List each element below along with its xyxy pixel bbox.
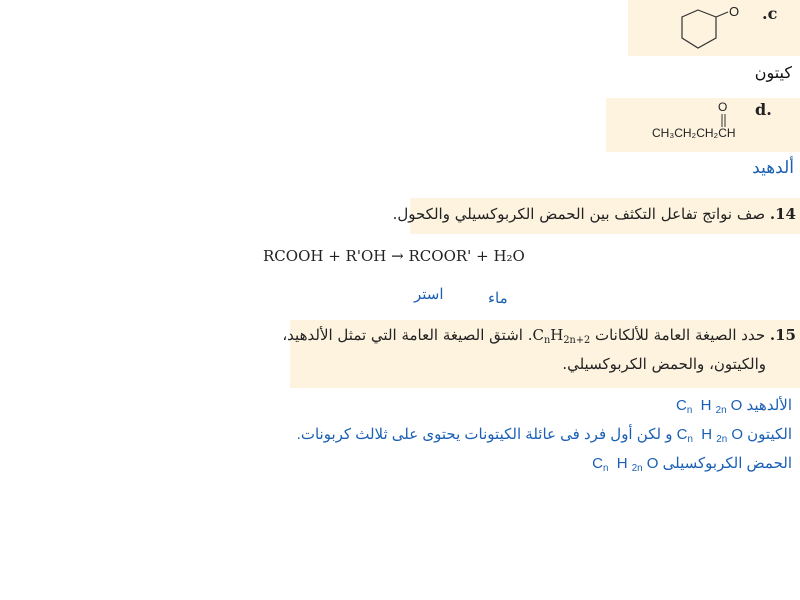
question-15-line-1 — [282, 326, 796, 346]
aldehyde-caption: ألدهيد — [752, 158, 794, 177]
alkane-general-formula — [532, 326, 590, 344]
water-label: ماء — [488, 290, 508, 307]
question-15-text-a: حدد الصيغة العامة للألكانات — [594, 326, 766, 344]
cyclohexanone-oxygen-label: O — [729, 4, 740, 19]
answer-acid-label: الحمض الكربوكسيلى — [662, 455, 792, 472]
butanal-formula: CH₃CH₂CH₂CH — [652, 126, 736, 140]
formula-n: n — [543, 335, 551, 346]
answer-acid — [297, 452, 792, 481]
answer-ketone-label: الكيتون — [747, 426, 792, 443]
question-15-number: 15. — [769, 326, 796, 344]
equation-product-water: H₂O — [493, 247, 525, 265]
esterification-equation — [263, 247, 525, 265]
equation-product-ester: RCOOR' — [408, 247, 472, 265]
answer-ketone — [297, 423, 792, 452]
answer-aldehyde-formula: $C_n$ H $_{2n}$ O — [676, 397, 743, 416]
question-14 — [393, 205, 796, 223]
ketone-caption: كيتون — [754, 63, 792, 82]
item-d-label: d. — [755, 100, 772, 119]
equation-plus: + — [476, 247, 489, 265]
question-14-text: صف نواتج تفاعل التكثف بين الحمض الكربوكسيلي والكحول. — [392, 205, 766, 223]
ester-label: استر — [414, 286, 444, 303]
answer-aldehyde — [297, 394, 792, 423]
answer-acid-formula: $C_n$ H $_{2n}$ O — [592, 455, 659, 474]
question-14-number: 14. — [769, 205, 796, 223]
formula-c: C — [532, 326, 544, 344]
formula-h: H — [550, 326, 564, 344]
butanal-oxygen-label: O — [718, 100, 728, 114]
question-15-line-2: والكيتون، والحمض الكربوكسيلي. — [562, 355, 766, 373]
formula-h-subscript: 2n+2 — [563, 335, 591, 346]
question-15-text-b: . اشتق الصيغة العامة التي تمثل الألدهيد، — [282, 326, 533, 344]
answers-block — [297, 394, 792, 481]
answer-aldehyde-label: الألدهيد — [746, 397, 792, 414]
equation-arrow: → — [391, 247, 404, 265]
item-c-label: c. — [762, 4, 778, 23]
equation-reactants: RCOOH + R'OH — [263, 247, 387, 265]
answer-ketone-formula: $C_n$ H $_{2n}$ O — [676, 426, 743, 445]
answer-ketone-note: و لكن أول فرد فى عائلة الكيتونات يحتوى على ثلالث كربونات. — [296, 426, 673, 443]
